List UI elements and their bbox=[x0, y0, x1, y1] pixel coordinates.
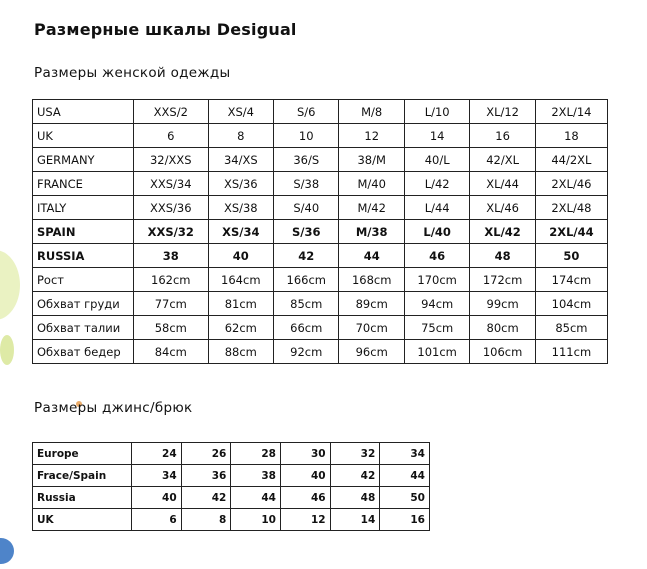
table-cell: L/40 bbox=[404, 220, 469, 244]
table-cell: XXS/2 bbox=[134, 100, 209, 124]
table-cell: M/38 bbox=[339, 220, 404, 244]
table-cell: 46 bbox=[404, 244, 469, 268]
table-cell: 42 bbox=[330, 465, 380, 487]
table-cell: 34 bbox=[132, 465, 182, 487]
table-cell: 18 bbox=[535, 124, 607, 148]
table-cell: 50 bbox=[535, 244, 607, 268]
table-cell: 32 bbox=[330, 443, 380, 465]
table-cell: XS/36 bbox=[208, 172, 273, 196]
table-cell: 84cm bbox=[134, 340, 209, 364]
table-cell: XL/44 bbox=[470, 172, 535, 196]
table-cell: M/8 bbox=[339, 100, 404, 124]
paint-splash-green-small bbox=[0, 335, 14, 365]
table-cell: XL/46 bbox=[470, 196, 535, 220]
table-cell: 46 bbox=[280, 487, 330, 509]
table-cell: 88cm bbox=[208, 340, 273, 364]
table-cell: XS/34 bbox=[208, 220, 273, 244]
table-cell: 16 bbox=[470, 124, 535, 148]
table-cell: 48 bbox=[470, 244, 535, 268]
women-size-table bbox=[32, 99, 608, 364]
table-cell: 50 bbox=[380, 487, 430, 509]
table-cell: 94cm bbox=[404, 292, 469, 316]
table-row bbox=[33, 487, 430, 509]
table-cell: 92cm bbox=[274, 340, 339, 364]
table-cell: 174cm bbox=[535, 268, 607, 292]
row-label: USA bbox=[33, 100, 134, 124]
row-label: Обхват бедер bbox=[33, 340, 134, 364]
table-cell: 14 bbox=[330, 509, 380, 531]
table-cell: 14 bbox=[404, 124, 469, 148]
table-cell: 162cm bbox=[134, 268, 209, 292]
table-cell: 170cm bbox=[404, 268, 469, 292]
table-cell: 34 bbox=[380, 443, 430, 465]
table-cell: 166cm bbox=[274, 268, 339, 292]
row-label: Обхват груди bbox=[33, 292, 134, 316]
table-cell: 85cm bbox=[274, 292, 339, 316]
table-cell: 44 bbox=[231, 487, 281, 509]
table-cell: XXS/36 bbox=[134, 196, 209, 220]
table-cell: 34/XS bbox=[208, 148, 273, 172]
table-cell: 77cm bbox=[134, 292, 209, 316]
row-label: UK bbox=[33, 509, 132, 531]
table-cell: 30 bbox=[280, 443, 330, 465]
table-cell: 75cm bbox=[404, 316, 469, 340]
table-cell: 10 bbox=[231, 509, 281, 531]
table-row bbox=[33, 340, 608, 364]
table-row bbox=[33, 292, 608, 316]
table-cell: 96cm bbox=[339, 340, 404, 364]
table-cell: S/36 bbox=[274, 220, 339, 244]
table-cell: 12 bbox=[339, 124, 404, 148]
table-cell: 40 bbox=[208, 244, 273, 268]
table-cell: 81cm bbox=[208, 292, 273, 316]
paint-splash-green bbox=[0, 250, 20, 320]
table-row bbox=[33, 196, 608, 220]
row-label: RUSSIA bbox=[33, 244, 134, 268]
table-cell: 99cm bbox=[470, 292, 535, 316]
table-cell: 16 bbox=[380, 509, 430, 531]
table-cell: 24 bbox=[132, 443, 182, 465]
table-cell: 2XL/14 bbox=[535, 100, 607, 124]
table-cell: 70cm bbox=[339, 316, 404, 340]
table-cell: 40 bbox=[280, 465, 330, 487]
table-cell: XL/12 bbox=[470, 100, 535, 124]
table-cell: 10 bbox=[274, 124, 339, 148]
table-row bbox=[33, 148, 608, 172]
row-label: UK bbox=[33, 124, 134, 148]
table-cell: 2XL/46 bbox=[535, 172, 607, 196]
table-cell: 12 bbox=[280, 509, 330, 531]
jeans-size-table bbox=[32, 442, 430, 531]
table-cell: 8 bbox=[208, 124, 273, 148]
table-cell: 48 bbox=[330, 487, 380, 509]
women-sizes-title: Размеры женской одежды bbox=[34, 65, 231, 81]
table-cell: 2XL/48 bbox=[535, 196, 607, 220]
row-label: FRANCE bbox=[33, 172, 134, 196]
table-cell: 2XL/44 bbox=[535, 220, 607, 244]
table-cell: 40/L bbox=[404, 148, 469, 172]
table-cell: 8 bbox=[181, 509, 231, 531]
table-row bbox=[33, 220, 608, 244]
table-cell: 38/M bbox=[339, 148, 404, 172]
table-cell: M/42 bbox=[339, 196, 404, 220]
table-cell: L/10 bbox=[404, 100, 469, 124]
table-cell: 40 bbox=[132, 487, 182, 509]
table-cell: 38 bbox=[134, 244, 209, 268]
table-cell: 164cm bbox=[208, 268, 273, 292]
table-cell: S/40 bbox=[274, 196, 339, 220]
row-label: Обхват талии bbox=[33, 316, 134, 340]
row-label: SPAIN bbox=[33, 220, 134, 244]
table-cell: 89cm bbox=[339, 292, 404, 316]
table-cell: 28 bbox=[231, 443, 281, 465]
row-label: Рост bbox=[33, 268, 134, 292]
table-cell: XS/38 bbox=[208, 196, 273, 220]
table-cell: 106cm bbox=[470, 340, 535, 364]
table-cell: XL/42 bbox=[470, 220, 535, 244]
table-cell: 44 bbox=[339, 244, 404, 268]
table-row bbox=[33, 124, 608, 148]
table-cell: 42 bbox=[274, 244, 339, 268]
row-label: ITALY bbox=[33, 196, 134, 220]
table-cell: 104cm bbox=[535, 292, 607, 316]
table-cell: XXS/32 bbox=[134, 220, 209, 244]
table-row bbox=[33, 268, 608, 292]
table-cell: 44/2XL bbox=[535, 148, 607, 172]
table-row bbox=[33, 100, 608, 124]
table-cell: XS/4 bbox=[208, 100, 273, 124]
table-cell: 36 bbox=[181, 465, 231, 487]
table-cell: S/38 bbox=[274, 172, 339, 196]
table-row bbox=[33, 316, 608, 340]
table-cell: 66cm bbox=[274, 316, 339, 340]
table-cell: 42/XL bbox=[470, 148, 535, 172]
table-cell: 101cm bbox=[404, 340, 469, 364]
table-cell: XXS/34 bbox=[134, 172, 209, 196]
table-cell: 58cm bbox=[134, 316, 209, 340]
paint-splash-blue bbox=[0, 538, 14, 564]
row-label: GERMANY bbox=[33, 148, 134, 172]
jeans-sizes-title: Размеры джинс/брюк bbox=[34, 400, 193, 416]
table-cell: 36/S bbox=[274, 148, 339, 172]
table-cell: L/44 bbox=[404, 196, 469, 220]
table-cell: M/40 bbox=[339, 172, 404, 196]
table-cell: S/6 bbox=[274, 100, 339, 124]
row-label: Frace/Spain bbox=[33, 465, 132, 487]
table-cell: L/42 bbox=[404, 172, 469, 196]
table-row bbox=[33, 244, 608, 268]
table-cell: 38 bbox=[231, 465, 281, 487]
table-cell: 6 bbox=[134, 124, 209, 148]
row-label: Europe bbox=[33, 443, 132, 465]
table-cell: 62cm bbox=[208, 316, 273, 340]
table-cell: 26 bbox=[181, 443, 231, 465]
table-row bbox=[33, 509, 430, 531]
page-title: Размерные шкалы Desigual bbox=[34, 20, 297, 39]
table-cell: 44 bbox=[380, 465, 430, 487]
table-cell: 172cm bbox=[470, 268, 535, 292]
table-cell: 111cm bbox=[535, 340, 607, 364]
table-cell: 80cm bbox=[470, 316, 535, 340]
row-label: Russia bbox=[33, 487, 132, 509]
table-cell: 168cm bbox=[339, 268, 404, 292]
table-row bbox=[33, 465, 430, 487]
table-row bbox=[33, 172, 608, 196]
table-row bbox=[33, 443, 430, 465]
table-cell: 42 bbox=[181, 487, 231, 509]
table-cell: 85cm bbox=[535, 316, 607, 340]
table-cell: 32/XXS bbox=[134, 148, 209, 172]
table-cell: 6 bbox=[132, 509, 182, 531]
